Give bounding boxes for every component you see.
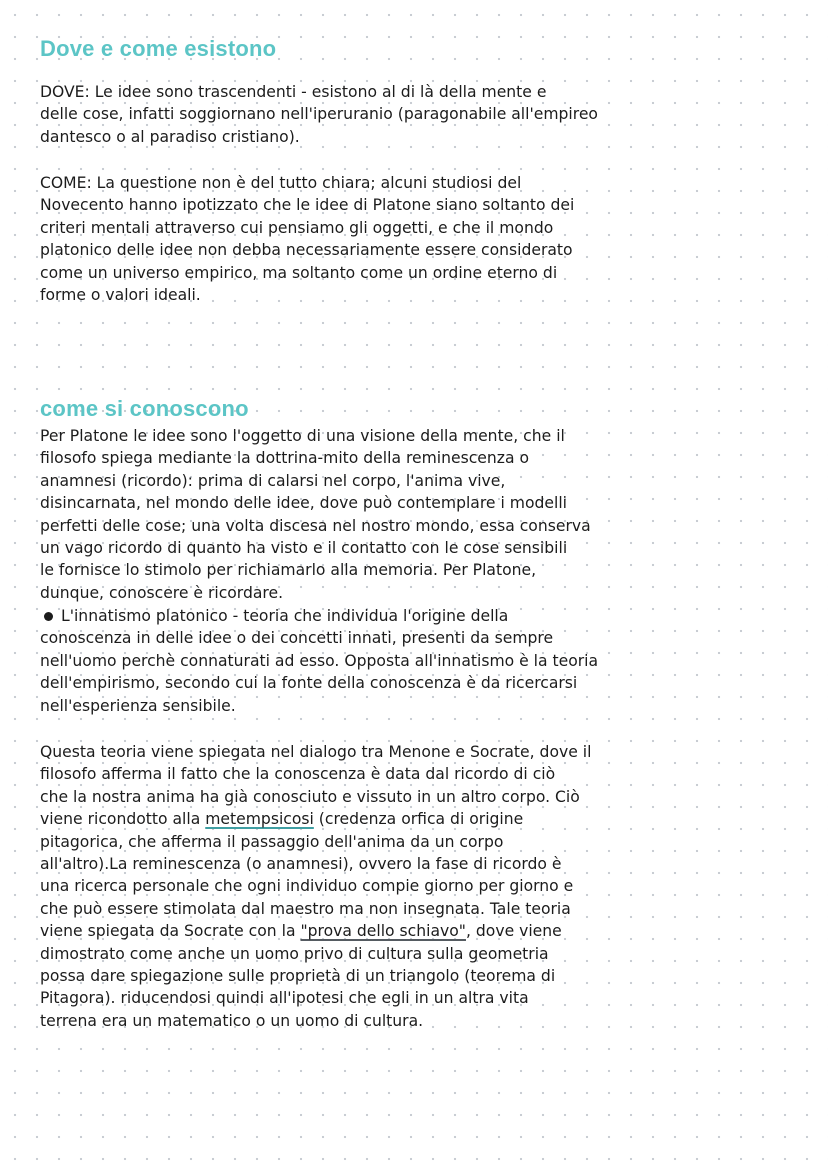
teoria-text-a: Questa teoria viene spiegata nel dialogo tra Menone e Socrate, dove il filosofo afferma il fatto che la conoscenza è data dal ricordo di ciò che la nostra anima ha già conosciuto e vissuto in un altro corpo. Ciò viene ricondotto alla [40, 743, 592, 829]
term-metempsicosi: metempsicosi [205, 810, 314, 829]
term-prova-schiavo: "prova dello schiavo" [300, 922, 466, 941]
teoria-text-c: , dove viene dimostrato come anche un uomo privo di cultura sulla geometria possa dare spiegazione sulle proprietà di un triangolo (teorema di Pitagora). riducendosi quindi all'ipotesi che egli in un altra vita terrena era un matematico o un uomo di cultura. [40, 922, 562, 1030]
bullet-icon [44, 612, 53, 621]
paragraph-dove: DOVE: Le idee sono trascendenti - esistono al di là della mente e delle cose, infatti soggiornano nell'iperuranio (paragonabile all'empireo dantesco o al paradiso cristiano). [40, 83, 598, 146]
section-title-conoscono: come si conoscono [40, 396, 249, 421]
section-title-dove-come: Dove e come esistono [40, 36, 277, 61]
paragraph-teoria [40, 741, 792, 1032]
teoria-text-b: (credenza orfica di origine pitagorica, che afferma il passaggio dell'anima da un corpo all'altro).La reminescenza (o anamnesi), ovvero la fase di ricordo è una ricerca personale che ogni individuo compie giorno per giorno e che può essere stimolata dal maestro ma non insegnata. Tale teoria viene spiegata da Socrate con la [40, 810, 574, 941]
innatismo-text: L'innatismo platonico - teoria che individua l'origine della conoscenza in delle idee o dei concetti innati, presenti da sempre nell'uomo perchè connaturati ad esso. Opposta all'innatismo è la teoria dell'empirismo, secondo cui la fonte della conoscenza è da ricercarsi nell'esperienza sensibile. [40, 607, 599, 715]
paragraph-come: COME: La questione non è del tutto chiara; alcuni studiosi del Novecento hanno ipotizzato che le idee di Platone siano soltanto dei criteri mentali attraverso cui pensiamo gli oggetti, e che il mondo platonico delle idee non debba necessariamente essere considerato come un universo empirico, ma soltanto come un ordine eterno di forme o valori ideali. [40, 174, 575, 305]
paragraph-platone: Per Platone le idee sono l'oggetto di una visione della mente, che il filosofo spiega mediante la dottrina-mito della reminescenza o anamnesi (ricordo): prima di calarsi nel corpo, l'anima vive, disincarnata, nel mondo delle idee, dove può contemplare i modelli perfetti delle cose; una volta discesa nel nostro mondo, essa conserva un vago ricordo di quanto ha visto e il contatto con le cose sensibili le fornisce lo stimolo per richiamarlo alla memoria. Per Platone, dunque, conoscere è ricordare. [40, 427, 591, 602]
paragraph-innatismo [40, 605, 792, 717]
